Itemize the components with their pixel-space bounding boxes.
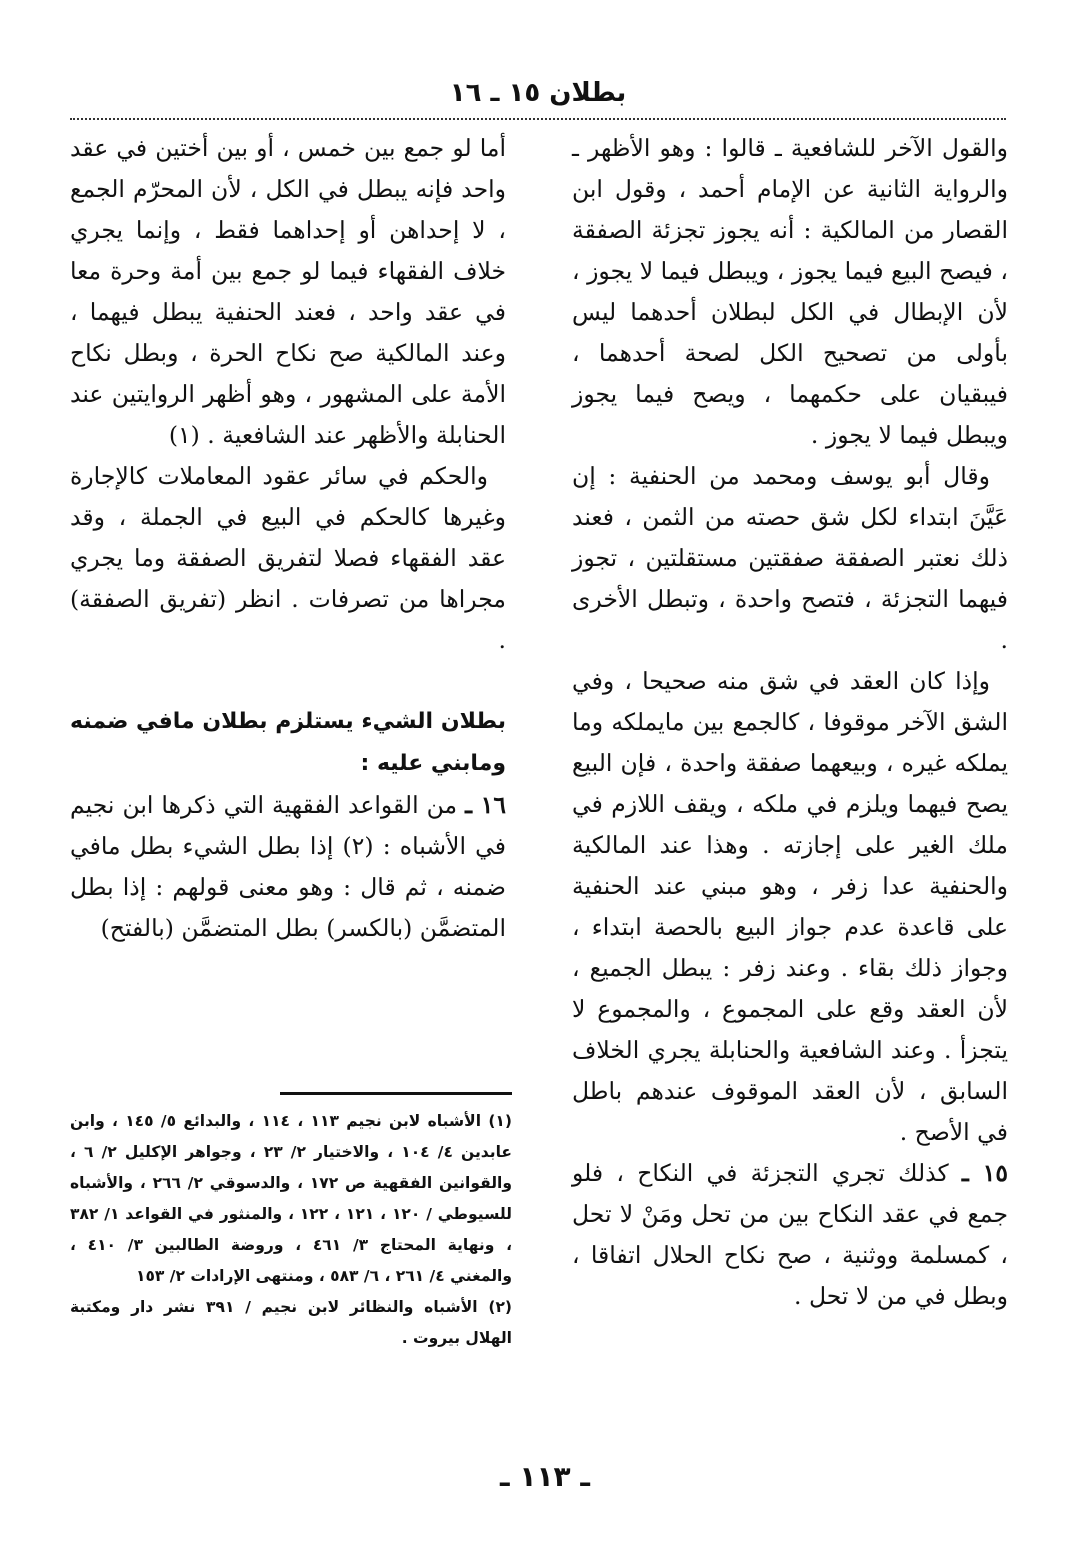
left-column bbox=[70, 128, 506, 949]
paragraph: وقال أبو يوسف ومحمد من الحنفية : إن عَيَّنَ ابتداء لكل شق حصته من الثمن ، فعند ذلك نعتبر الصفقة صفقتين مستقلتين ، تجوز فيهما التجزئة ، فتصح واحدة ، وتبطل الأخرى . bbox=[572, 462, 1008, 654]
item-text: كذلك تجري التجزئة في النكاح ، فلو جمع في عقد النكاح بين من تحل ومَنْ لا تحل ، كمسلمة ووثنية ، صح نكاح الحلال اتفاقا ، وبطل في من لا تحل . bbox=[572, 1159, 1008, 1310]
item-number: ١٥ ـ bbox=[961, 1159, 1008, 1187]
footnote-divider bbox=[280, 1092, 512, 1095]
paragraph: والقول الآخر للشافعية ـ قالوا : وهو الأظهر ـ والرواية الثانية عن الإمام أحمد ، وقول ابن القصار من المالكية : أنه يجوز تجزئة الصفقة ، فيصح البيع فيما يجوز ، ويبطل فيما لا يجوز ، لأن الإبطال في الكل لبطلان أحدهما ليس بأولى من تصحيح الكل لصحة أحدهما ، فيبقيان على حكمهما ، ويصح فيما يجوز ويبطل فيما لا يجوز . bbox=[572, 134, 1008, 449]
paragraph: أما لو جمع بين خمس ، أو بين أختين في عقد واحد فإنه يبطل في الكل ، لأن المحرّم الجمع ، لا إحداهن أو إحداهما فقط ، وإنما يجري خلاف الفقهاء فيما لو جمع بين أمة وحرة معا في عقد واحد ، فعند الحنفية يبطل فيهما ، وعند المالكية صح نكاح الحرة ، وبطل نكاح الأمة على المشهور ، وهو أظهر الروايتين عند الحنابلة والأظهر عند الشافعية . (١) bbox=[70, 134, 506, 449]
section-heading: بطلان الشيء يستلزم بطلان مافي ضمنه ومابني عليه : bbox=[70, 709, 506, 776]
footnote-1: (١) الأشباه لابن نجيم ١١٣ ، ١١٤ ، والبدائع ٥/ ١٤٥ ، وابن عابدين ٤/ ١٠٤ ، والاختيار ٢/ ٢٣ ، وجواهر الإكليل ٢/ ٦ ، والقوانين الفقهية ص ١٧٢ ، والدسوقي ٢/ ٢٦٦ ، والأشباه للسيوطي / ١٢٠ ، ١٢١ ، ١٢٢ ، والمنثور في القواعد ١/ ٣٨٢ ، ونهاية المحتاج ٣/ ٤٦١ ، وروضة الطالبين ٣/ ٤١٠ ، والمغني ٤/ ٢٦١ ، ٦/ ٥٨٣ ، ومنتهى الإرادات ٢/ ١٥٣ bbox=[70, 1112, 513, 1285]
item-text: من القواعد الفقهية التي ذكرها ابن نجيم في الأشباه : (٢) إذا بطل الشيء بطل مافي ضمنه ، ثم قال : وهو معنى قولهم : إذا بطل المتضمَّن (بالكسر) بطل المتضمَّن (بالفتح) bbox=[70, 791, 506, 942]
paragraph: والحكم في سائر عقود المعاملات كالإجارة وغيرها كالحكم في البيع في الجملة ، وقد عقد الفقهاء فصلا لتفريق الصفقة وما يجري مجراها من تصرفات . انظر (تفريق الصفقة) . bbox=[70, 462, 506, 654]
footnote-2: (٢) الأشباه والنظائر لابن نجيم / ٣٩١ نشر دار ومكتبة الهلال بيروت . bbox=[70, 1298, 512, 1347]
right-column bbox=[572, 128, 1008, 1317]
footnotes bbox=[70, 1106, 512, 1354]
item-number: ١٦ ـ bbox=[465, 791, 506, 819]
item-16 bbox=[70, 785, 506, 949]
running-header: بطلان ١٥ ـ ١٦ bbox=[449, 78, 627, 108]
paragraph: وإذا كان العقد في شق منه صحيحا ، وفي الشق الآخر موقوفا ، كالجمع بين مايملكه وما يملكه غيره ، وبيعهما صفقة واحدة ، فإن البيع يصح فيهما ويلزم في ملكه ، ويقف اللازم في ملك الغير على إجازته . وهذا عند المالكية والحنفية عدا زفر ، وهو مبني عند الحنفية على قاعدة عدم جواز البيع بالحصة ابتداء ، وجواز ذلك بقاء . وعند زفر : يبطل الجميع ، لأن العقد وقع على المجموع ، والمجموع لا يتجزأ . وعند الشافعية والحنابلة يجري الخلاف السابق ، لأن العقد الموقوف عندهم باطل في الأصح . bbox=[572, 667, 1008, 1146]
item-15 bbox=[572, 1153, 1008, 1317]
page-number: ـ ١١٣ ـ bbox=[500, 1460, 590, 1493]
header-divider bbox=[70, 118, 1006, 120]
